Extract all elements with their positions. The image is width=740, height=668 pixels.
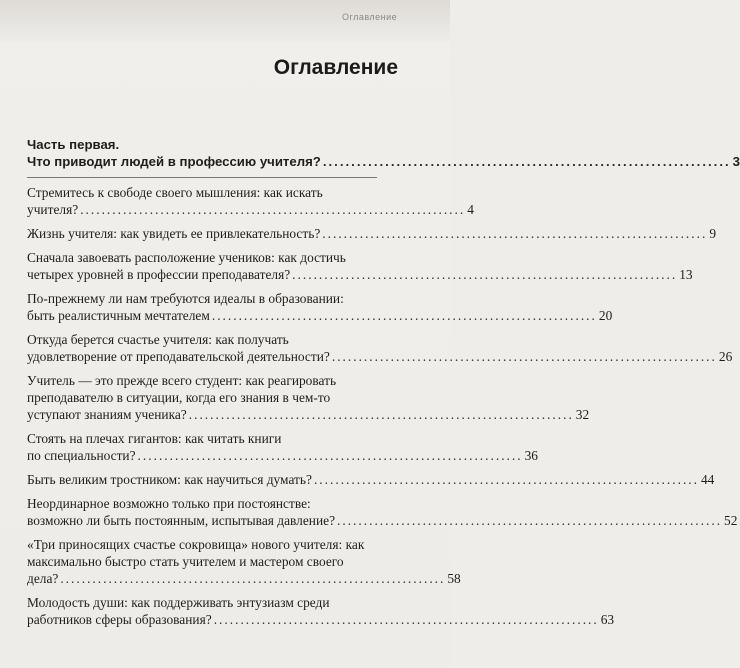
page-number: 32 — [575, 407, 590, 422]
running-head: Оглавление — [342, 12, 398, 22]
toc-entry-text: По-прежнему ли нам требуются идеалы в образовании: — [27, 291, 344, 306]
page-number: 9 — [709, 226, 717, 241]
leader-dots: ........................................................................ — [337, 513, 723, 528]
toc-entry-text: Молодость души: как поддерживать энтузиазм среди — [27, 595, 330, 610]
toc-entry-text: Жизнь учителя: как увидеть ее привлекательность? — [27, 226, 321, 241]
page-number: 20 — [598, 308, 613, 323]
page-number: 36 — [524, 448, 538, 463]
leader-dots: ........................................................................ — [322, 154, 731, 169]
toc-entry-text: Откуда берется счастье учителя: как получать — [27, 332, 289, 347]
toc-entry — [27, 594, 615, 628]
table-of-contents — [27, 136, 740, 635]
toc-entry-text: по специальности? — [27, 448, 136, 463]
toc-entry-text: максимально быстро стать учителем и мастером своего — [27, 554, 344, 569]
part-label: Часть первая. — [27, 137, 120, 152]
toc-entry-text: Неординарное возможно только при постоянстве: — [27, 496, 311, 511]
toc-entry — [27, 225, 717, 242]
toc-entry-text: «Три приносящих счастье сокровища» нового учителя: как — [27, 537, 365, 552]
toc-entry-text: учителя? — [27, 202, 79, 217]
toc-entry — [27, 184, 474, 218]
toc-entry-text: уступают знаниям ученика? — [27, 407, 187, 422]
page-number: 13 — [679, 267, 693, 282]
toc-entry-text: Стоять на плечах гигантов: как читать книги — [27, 431, 282, 446]
toc-entry — [27, 331, 733, 365]
toc-entry — [27, 471, 715, 488]
toc-entry-text: Учитель — это прежде всего студент: как реагировать — [27, 373, 337, 388]
toc-entry-text: быть реалистичным мечтателем — [27, 308, 210, 323]
toc-entry — [27, 372, 590, 423]
toc-entry-text: преподавателю в ситуации, когда его знания в чем-то — [27, 390, 331, 405]
leader-dots: ........................................................................ — [313, 472, 699, 487]
toc-part-heading — [27, 136, 740, 170]
leader-dots: ........................................................................ — [80, 202, 466, 217]
toc-entry-text: Сначала завоевать расположение учеников: как достичь — [27, 250, 346, 265]
toc-entry — [27, 249, 693, 283]
page-number: 3 — [732, 154, 740, 169]
leader-dots: ........................................................................ — [292, 267, 678, 282]
page-number: 52 — [724, 513, 738, 528]
leader-dots: ........................................................................ — [137, 448, 523, 463]
leader-dots: ........................................................................ — [188, 407, 574, 422]
leader-dots: ........................................................................ — [60, 571, 446, 586]
toc-entry-text: возможно ли быть постоянным, испытывая давление? — [27, 513, 336, 528]
leader-dots: ........................................................................ — [213, 612, 599, 627]
toc-entry-text: Стремитесь к свободе своего мышления: как искать — [27, 185, 323, 200]
leader-dots: ........................................................................ — [331, 349, 717, 364]
toc-entry-text: четырех уровней в профессии преподавателя? — [27, 267, 291, 282]
page-number: 26 — [718, 349, 733, 364]
page-title: Оглавление — [273, 56, 398, 79]
leader-dots: ........................................................................ — [322, 226, 708, 241]
toc-entry-text: удовлетворение от преподавательской деятельности? — [27, 349, 330, 364]
page-number: 63 — [600, 612, 615, 627]
toc-entry-text: дела? — [27, 571, 59, 586]
leader-dots: ........................................................................ — [211, 308, 597, 323]
divider — [27, 177, 377, 178]
toc-entry-text: работников сферы образования? — [27, 612, 212, 627]
toc-entry — [27, 290, 613, 324]
toc-entry-text: Быть великим тростником: как научиться думать? — [27, 472, 312, 487]
toc-entries — [27, 184, 738, 628]
part-title: Что приводит людей в профессию учителя? — [27, 154, 321, 169]
page-number: 44 — [700, 472, 715, 487]
toc-entry — [27, 430, 538, 464]
page-number: 4 — [467, 202, 474, 217]
page-number: 58 — [447, 571, 461, 586]
toc-entry — [27, 536, 461, 587]
toc-entry — [27, 495, 738, 529]
